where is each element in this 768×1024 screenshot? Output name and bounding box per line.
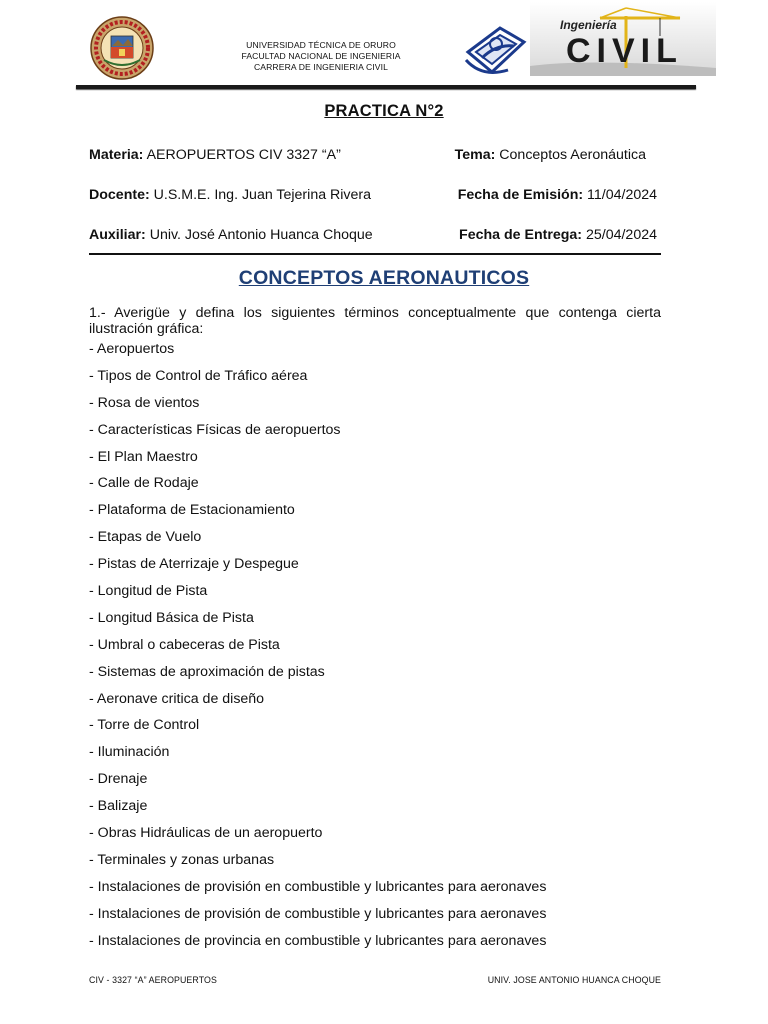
auxiliar-value: Univ. José Antonio Huanca Choque [149,227,373,243]
emision-label: Fecha de Emisión: [457,187,584,203]
university-seal-icon [90,16,154,80]
list-item: - Calle de Rodaje [89,475,199,492]
list-item: - Plataforma de Estacionamiento [89,502,295,519]
entrega-value: 25/04/2024 [585,227,657,243]
docente-label: Docente: [89,187,150,203]
list-item: - Drenaje [89,771,148,788]
list-item: - Umbral o cabeceras de Pista [89,636,280,653]
list-item: - Torre de Control [89,717,200,734]
list-item: - Terminales y zonas urbanas [89,851,275,868]
list-item: - Características Físicas de aeropuertos [89,421,341,438]
civil-logo-big-word: CIVIL [566,32,683,70]
info-divider [89,253,661,255]
faculty-logo-icon [462,22,528,80]
entrega-label: Fecha de Entrega: [459,227,583,243]
list-item: - Iluminación [89,744,170,761]
list-item: - Etapas de Vuelo [89,529,202,546]
list-item: - Longitud Básica de Pista [89,609,254,626]
terms-list [89,340,679,958]
list-item: - Instalaciones de provisión de combustible y lubricantes para aeronaves [89,905,547,922]
list-item: - Instalaciones de provisión en combustible y lubricantes para aeronaves [89,878,547,895]
section-title: CONCEPTOS AERONAUTICOS [238,267,530,289]
list-item: - Longitud de Pista [89,583,208,600]
list-item: - Balizaje [89,798,148,815]
page-title: PRACTICA N°2 [324,102,444,120]
list-item: - El Plan Maestro [89,448,198,465]
footer-right: UNIV. JOSE ANTONIO HUANCA CHOQUE [487,975,661,985]
career-name: CARRERA DE INGENIERIA CIVIL [253,62,389,73]
civil-logo-top-word: Ingeniería [560,18,617,32]
header-divider [76,85,696,89]
footer-left: CIV - 3327 “A” AEROPUERTOS [89,975,217,985]
university-name-block [206,40,436,74]
intro-paragraph: 1.- Averigüe y defina los siguientes términos conceptualmente que contenga cierta ilustración gráfica: [89,305,661,337]
docente-value: U.S.M.E. Ing. Juan Tejerina Rivera [153,187,372,203]
list-item: - Rosa de vientos [89,394,200,411]
tema-label: Tema: [454,147,496,163]
university-name: UNIVERSIDAD TÉCNICA DE ORURO [246,40,396,50]
list-item: - Obras Hidráulicas de un aeropuerto [89,825,323,842]
list-item: - Aeronave critica de diseño [89,690,265,707]
tema-value: Conceptos Aeronáutica [499,147,646,163]
list-item: - Pistas de Aterrizaje y Despegue [89,556,299,573]
list-item: - Aeropuertos [89,341,175,357]
list-item: - Instalaciones de provincia en combustible y lubricantes para aeronaves [89,932,547,949]
list-item: - Tipos de Control de Tráfico aérea [89,367,308,384]
materia-label: Materia: [89,147,144,163]
page-header [76,10,696,90]
civil-engineering-logo [530,2,716,76]
auxiliar-label: Auxiliar: [89,227,146,243]
emision-value: 11/04/2024 [587,187,657,203]
faculty-name: FACULTAD NACIONAL DE INGENIERIA [241,51,401,62]
list-item: - Sistemas de aproximación de pistas [89,663,325,680]
materia-value: AEROPUERTOS CIV 3327 “A” [146,147,341,163]
